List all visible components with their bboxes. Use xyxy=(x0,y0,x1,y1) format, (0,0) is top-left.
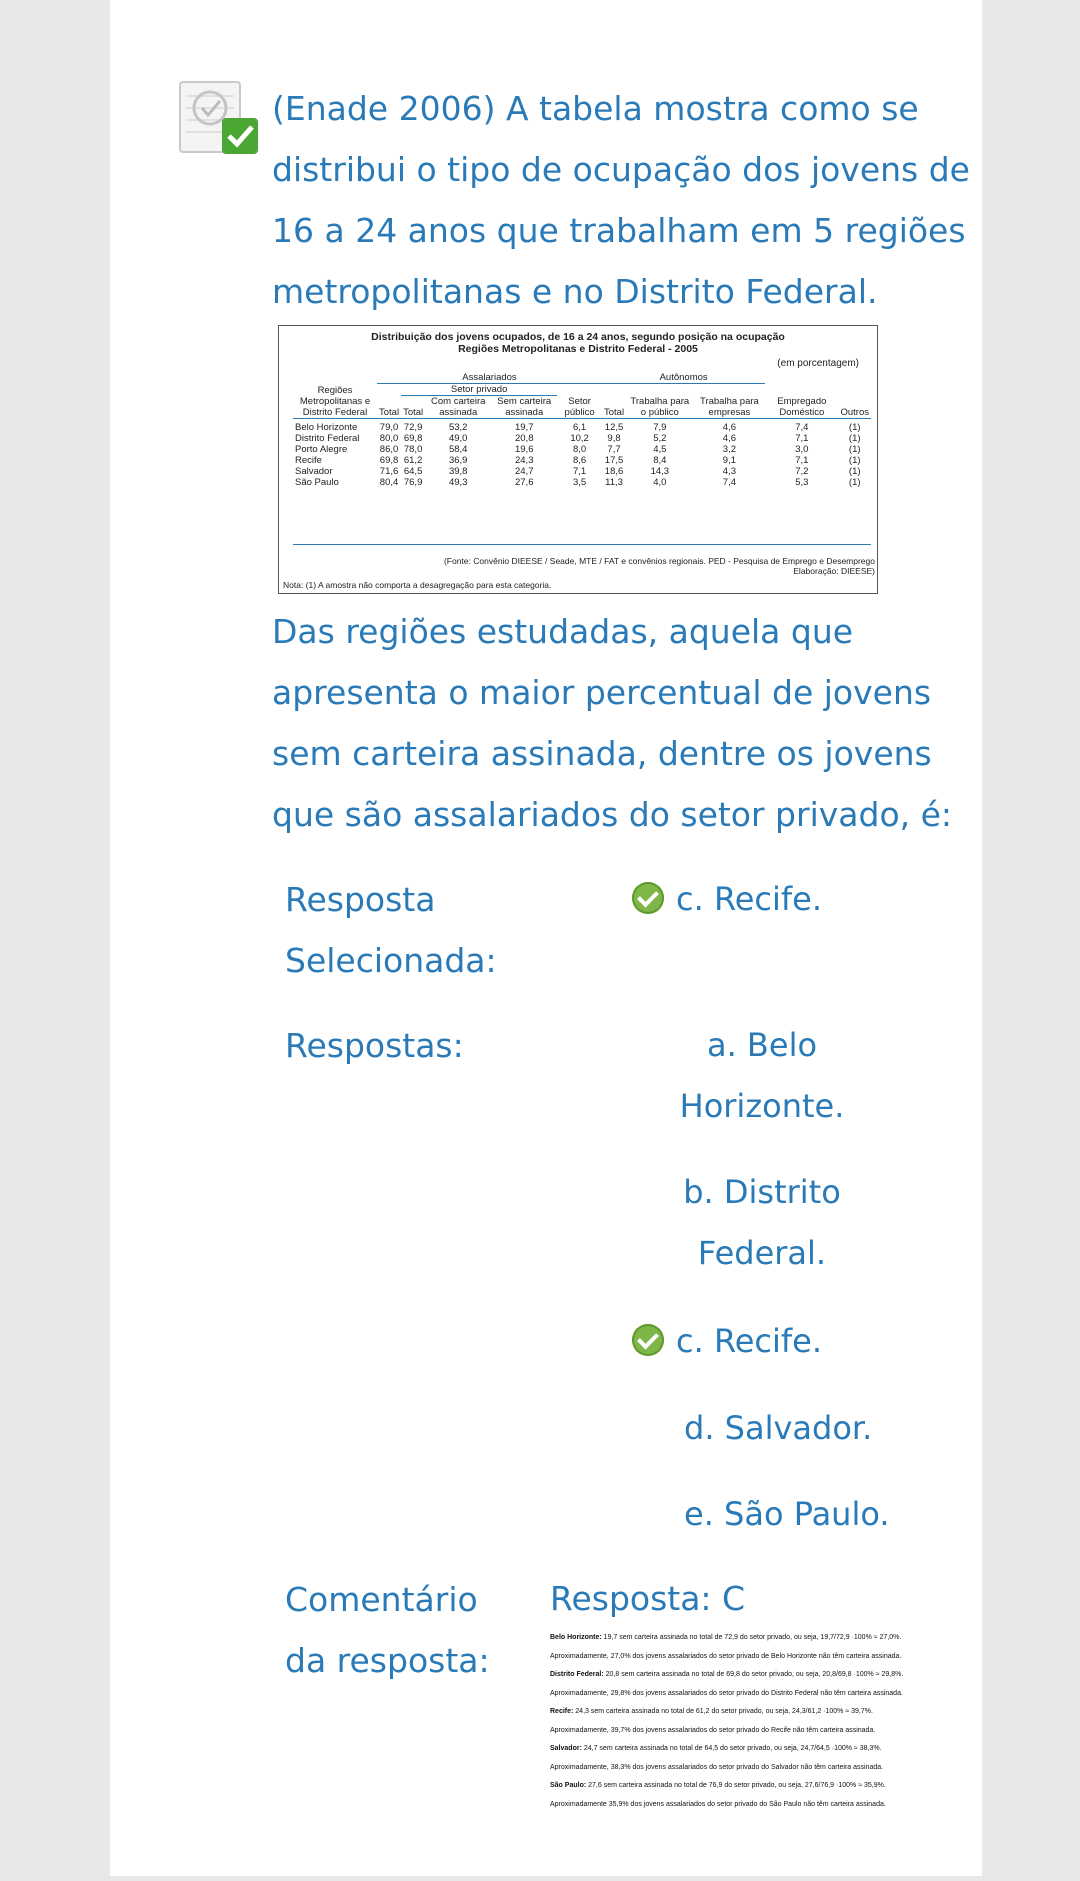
table-cell: 17,5 xyxy=(604,455,624,466)
table-cell: Distrito Federal xyxy=(295,433,360,444)
table-cell: 4,5 xyxy=(653,444,667,455)
table-cell: 80,4 xyxy=(379,477,399,488)
table-cell: (1) xyxy=(848,477,861,488)
comment-line: Aproximadamente, 38,3% dos jovens assalariados do setor privado do Salvador não têm carteira assinada. xyxy=(550,1763,884,1771)
comment-line: Salvador: 24,7 sem carteira assinada no total de 64,5 do setor privado, ou seja, 24,7/64,5 ·100% ≈ 38,3%. xyxy=(550,1745,882,1752)
table-cell: 12,5 xyxy=(602,419,626,434)
col-group-setor-privado: Setor privado xyxy=(401,384,557,396)
table-cell: (1) xyxy=(848,433,861,444)
table-cell: 79,0 xyxy=(377,419,401,434)
table-cell: Belo Horizonte xyxy=(293,419,377,434)
comment-line: Distrito Federal: 20,8 sem carteira assinada no total de 69,8 do setor privado, ou seja, 20,8/69,8 ·100% ≈ 29,8%. xyxy=(550,1671,904,1678)
comment-body xyxy=(550,1629,950,1814)
table-cell: 76,9 xyxy=(403,477,423,488)
col-outros: Outros xyxy=(840,407,869,418)
table-cell: 8,0 xyxy=(572,444,587,455)
table-cell: 3,2 xyxy=(722,444,737,455)
table-row xyxy=(293,466,871,477)
table-row xyxy=(293,433,871,444)
table-cell: 7,2 xyxy=(795,466,809,477)
table-cell: 86,0 xyxy=(379,444,399,455)
table-cell: 58,4 xyxy=(448,444,468,455)
table-cell: (1) xyxy=(848,466,861,477)
table-unit: (em porcentagem) xyxy=(777,358,859,369)
comment-line: São Paulo: 27,6 sem carteira assinada no total de 76,9 do setor privado, ou seja, 27,6/76,9 ·100% ≈ 35,9%. xyxy=(550,1782,886,1789)
comment-line: Aproximadamente, 39,7% dos jovens assalariados do setor privado do Recife não têm carteira assinada. xyxy=(550,1726,876,1734)
table-cell: 61,2 xyxy=(403,455,423,466)
comment-label: Comentário da resposta: xyxy=(285,1580,490,1680)
occupation-table xyxy=(293,372,871,488)
table-cell: 72,9 xyxy=(401,419,425,434)
table-cell: 7,4 xyxy=(765,419,838,434)
table-row xyxy=(293,444,871,455)
table-cell: 8,6 xyxy=(572,455,587,466)
comment-line: Belo Horizonte: 19,7 sem carteira assinada no total de 72,9 do setor privado, ou seja, 19,7/72,9 ·100% ≈ 27,0%. xyxy=(550,1634,902,1641)
table-cell: (1) xyxy=(848,444,861,455)
table-cell: 3,5 xyxy=(572,477,587,488)
table-cell: 80,0 xyxy=(379,433,399,444)
answers-label: Respostas: xyxy=(285,1026,464,1065)
table-cell: 18,6 xyxy=(604,466,624,477)
col-com-carteira: Com carteira assinada xyxy=(431,396,486,418)
comment-line: Recife: 24,3 sem carteira assinada no total de 61,2 do setor privado, ou seja, 24,3/61,2 ·100% ≈ 39,7%. xyxy=(550,1708,873,1715)
col-regions: Regiões Metropolitanas e Distrito Federal xyxy=(299,385,371,418)
table-cell: 7,9 xyxy=(626,419,693,434)
table-cell: 4,3 xyxy=(722,466,737,477)
table-cell: 4,0 xyxy=(653,477,667,488)
table-cell: 7,4 xyxy=(722,477,737,488)
table-cell: 69,8 xyxy=(379,455,399,466)
table-row xyxy=(293,419,871,434)
table-cell: 7,1 xyxy=(572,466,587,477)
table-cell: 7,1 xyxy=(795,433,809,444)
table-cell: 71,6 xyxy=(379,466,399,477)
table-cell: 3,0 xyxy=(795,444,809,455)
table-cell: Recife xyxy=(295,455,322,466)
table-row xyxy=(293,477,871,488)
selected-answer: c. Recife. xyxy=(632,869,822,930)
table-cell: 24,7 xyxy=(514,466,534,477)
table-cell: 5,2 xyxy=(653,433,667,444)
table-source: (Fonte: Convênio DIEESE / Seade, MTE / FAT e convênios regionais. PED - Pesquisa de Emprego e Desemprego Elaboração: DIEESE) xyxy=(443,556,875,576)
col-setor-publico: Setor público xyxy=(564,396,595,418)
question-text: (Enade 2006) A tabela mostra como se distribui o tipo de ocupação dos jovens de 16 a 24 anos que trabalham em 5 regiões metropolitanas e no Distrito Federal. xyxy=(272,89,970,311)
table-cell: Porto Alegre xyxy=(295,444,348,455)
col-group-assalariados: Assalariados xyxy=(377,372,602,384)
table-cell: 53,2 xyxy=(425,419,491,434)
table-cell: 64,5 xyxy=(403,466,423,477)
table-cell: 7,7 xyxy=(607,444,621,455)
table-title: Distribuição dos jovens ocupados, de 16 a 24 anos, segundo posição na ocupação xyxy=(371,331,785,343)
table-cell: 10,2 xyxy=(570,433,589,444)
table-cell: 8,4 xyxy=(653,455,667,466)
table-cell: 9,8 xyxy=(607,433,621,444)
occupation-table-image xyxy=(278,325,878,594)
comment-line: Aproximadamente, 29,8% dos jovens assalariados do setor privado do Distrito Federal não têm carteira assinada. xyxy=(550,1689,903,1697)
selected-answer-label: Resposta Selecionada: xyxy=(285,880,497,980)
answer-a: a. Belo Horizonte. xyxy=(679,1026,845,1125)
table-cell: 49,3 xyxy=(448,477,468,488)
table-cell: 78,0 xyxy=(403,444,423,455)
graded-question-check-icon xyxy=(178,76,262,160)
correct-check-icon xyxy=(632,1324,664,1356)
table-cell: 19,7 xyxy=(491,419,557,434)
answer-comment xyxy=(550,1569,950,1814)
col-total-privado: Total xyxy=(403,407,424,418)
answer-e: e. São Paulo. xyxy=(684,1495,890,1533)
col-para-empresas: Trabalha para empresas xyxy=(700,396,759,418)
table-cell: São Paulo xyxy=(295,477,339,488)
col-sem-carteira: Sem carteira assinada xyxy=(497,396,552,418)
answer-c: c. Recife. xyxy=(632,1311,822,1372)
table-cell: 7,1 xyxy=(795,455,809,466)
table-cell: 19,6 xyxy=(514,444,534,455)
table-cell: 11,3 xyxy=(605,477,623,488)
table-cell: 49,0 xyxy=(448,433,468,444)
table-cell: 20,8 xyxy=(514,433,534,444)
correct-check-icon xyxy=(632,882,664,914)
comment-head: Resposta: C xyxy=(550,1579,746,1618)
table-cell: 9,1 xyxy=(722,455,737,466)
question-prompt: Das regiões estudadas, aquela que apresenta o maior percentual de jovens sem carteira assinada, dentre os jovens que são assalariados do setor privado, é: xyxy=(272,612,953,834)
table-cell: (1) xyxy=(838,419,871,434)
table-cell: 36,9 xyxy=(448,455,468,466)
comment-line: Aproximadamente, 27,0% dos jovens assalariados do setor privado de Belo Horizonte não têm carteira assinada. xyxy=(550,1652,902,1660)
col-total: Total xyxy=(379,407,400,418)
answer-b: b. Distrito Federal. xyxy=(683,1173,841,1272)
answer-d: d. Salvador. xyxy=(684,1409,873,1447)
col-para-publico: Trabalha para o público xyxy=(630,396,690,418)
table-cell: 27,6 xyxy=(514,477,534,488)
col-total-autonomos: Total xyxy=(604,407,625,418)
question-page xyxy=(110,0,982,1876)
table-cell: Salvador xyxy=(295,466,333,477)
table-cell: 14,3 xyxy=(650,466,670,477)
comment-line: Aproximadamente 35,9% dos jovens assalariados do setor privado do São Paulo não têm carteira assinada. xyxy=(550,1800,886,1808)
table-cell: 24,3 xyxy=(514,455,534,466)
col-domestico: Empregado Doméstico xyxy=(777,396,827,418)
table-note: Nota: (1) A amostra não comporta a desagregação para esta categoria. xyxy=(283,580,552,590)
table-subtitle: Regiões Metropolitanas e Distrito Federal - 2005 xyxy=(458,343,698,355)
table-cell: 5,3 xyxy=(795,477,809,488)
table-cell: 39,8 xyxy=(448,466,468,477)
table-cell: 6,1 xyxy=(557,419,602,434)
table-cell: 4,6 xyxy=(722,433,737,444)
table-cell: 69,8 xyxy=(403,433,423,444)
table-bottom-rule xyxy=(293,544,871,545)
table-row xyxy=(293,455,871,466)
table-cell: 4,6 xyxy=(694,419,766,434)
col-group-autonomos: Autônomos xyxy=(602,372,765,384)
table-cell: (1) xyxy=(848,455,861,466)
